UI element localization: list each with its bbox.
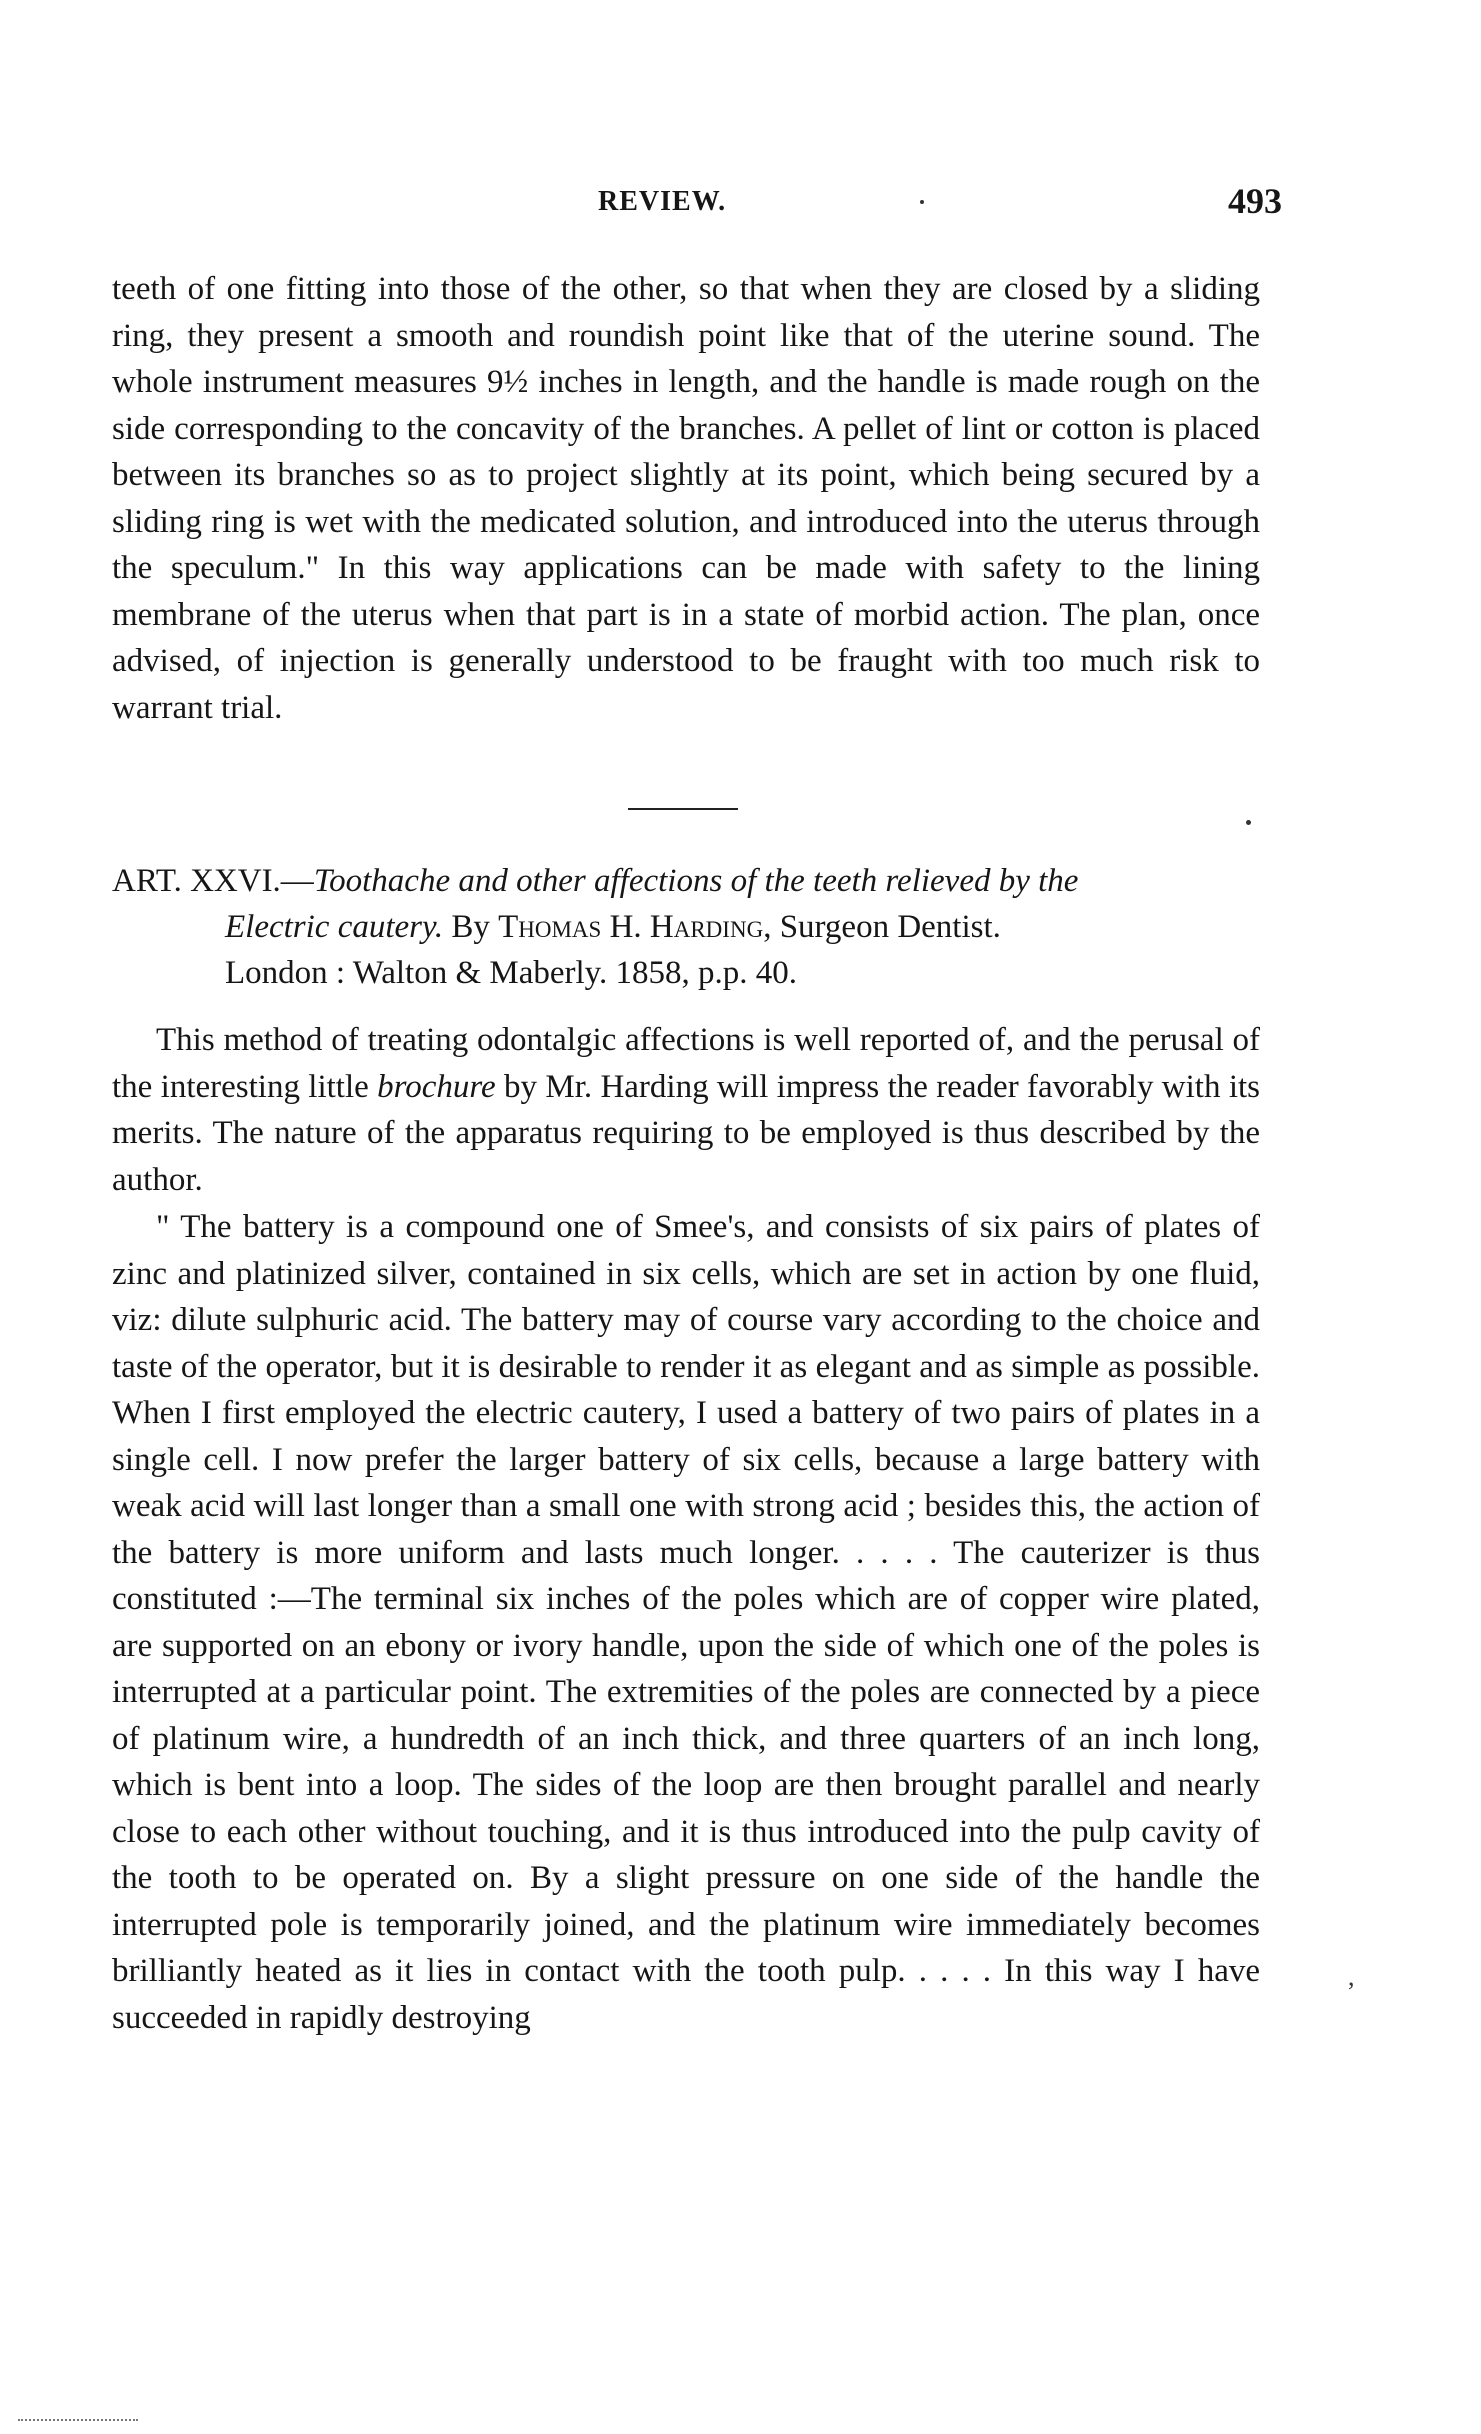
footer-smudge [18,2416,138,2421]
article-title-part-1: Toothache and other affections of the teeth relieved by the [313,863,1079,899]
paragraph-continued: teeth of one fitting into those of the other, so that when they are closed by a sliding ring, they present a smooth and roundish point like that of the uterine sound. The whole instrument measures 9½ inches in length, and the handle is made rough on the side corresponding to the concavity of the branches. A pellet of lint or cotton is placed between its branches so as to project slightly at its point, which being secured by a sliding ring is wet with the medicated solution, and introduced into the uterus through the speculum." In this way applications can be made with safety to the lining membrane of the uterus when that part is in a state of morbid action. The plan, once advised, of injection is generally understood to be fraught with too much risk to warrant trial. [112,271,1260,726]
article-author: Thomas H. Harding [498,909,764,945]
header-dot [920,200,924,204]
paragraph-review-intro [112,1017,1260,1203]
page-header [0,178,1481,228]
running-title: REVIEW. [598,186,727,217]
article-title-part-2: Electric cautery. [225,909,444,945]
article-imprint: London : Walton & Maberly. 1858, p.p. 40. [225,955,798,991]
divider-dot [1246,820,1251,825]
paragraph-text-before: This method of treating odontalgic affections is well reported of, and the perusal of the interesting little [112,1022,1260,1105]
article-by: By [443,909,499,945]
page-number: 493 [1228,181,1282,221]
article-heading [112,858,1260,996]
margin-mark: , [1348,1962,1355,1991]
article-heading-line-2 [112,904,1260,950]
section-divider [628,808,738,810]
article-author-role: , Surgeon Dentist. [763,909,1001,945]
article-heading-line-1 [112,858,1260,904]
paragraph-italic-brochure: brochure [377,1068,496,1105]
paragraph-text-after: by Mr. Harding will impress the reader favorably with its merits. The nature of the apparatus requiring to be employed is thus described by the author. [112,1068,1261,1198]
paragraph-quotation: " The battery is a compound one of Smee's, and consists of six pairs of plates of zinc and platinized silver, contained in six cells, which are set in action by one fluid, viz: dilute sulphuric acid. The battery may of course vary according to the choice and taste of the operator, but it is desirable to render it as elegant and as simple as possible. When I first employed the electric cautery, I used a battery of two pairs of plates in a single cell. I now prefer the larger battery of six cells, because a large battery with weak acid will last longer than a small one with strong acid ; besides this, the action of the battery is more uniform and lasts much longer. . . . . The cauterizer is thus constituted :—The terminal six inches of the poles which are of copper wire plated, are supported on an ebony or ivory handle, upon the side of which one of the poles is interrupted at a particular point. The extremities of the poles are connected by a piece of platinum wire, a hundredth of an inch thick, and three quarters of an inch long, which is bent into a loop. The sides of the loop are then brought parallel and nearly close to each other without touching, and it is thus introduced into the pulp cavity of the tooth to be operated on. By a slight pressure on one side of the handle the interrupted pole is temporarily joined, and the platinum wire immediately becomes brilliantly heated as it lies in contact with the tooth pulp. . . . . In this way I have succeeded in rapidly destroying [112,1209,1260,2036]
article-number: ART. XXVI.— [112,863,314,899]
